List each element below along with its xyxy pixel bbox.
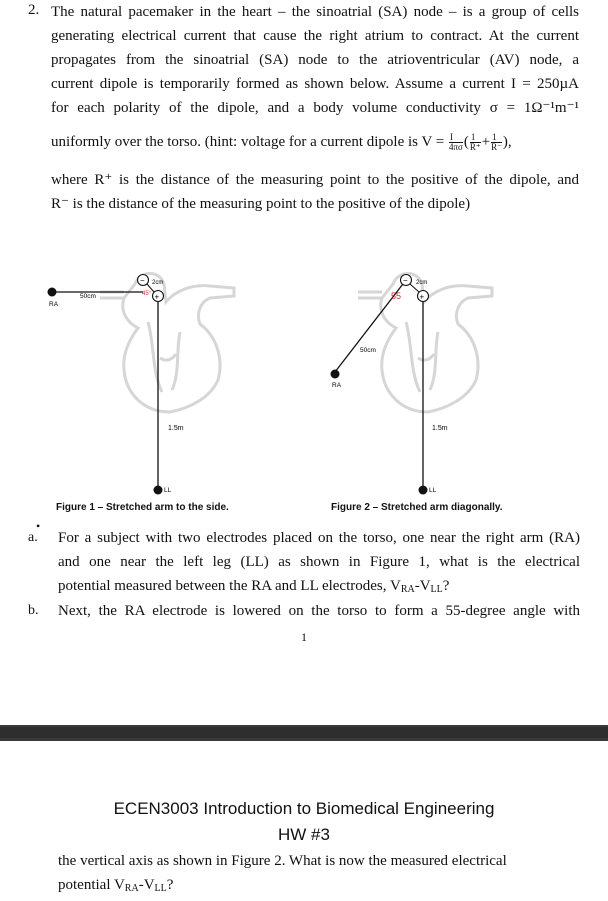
fig1-ra-label: RA — [49, 301, 59, 308]
ra-electrode — [48, 288, 57, 297]
svg-text:−: − — [403, 276, 408, 285]
hint-r2-fraction: $\frac{1}{R^-}$ — [491, 132, 502, 153]
fig2-ll-label: LL — [429, 487, 437, 494]
part-a-label: a. — [28, 530, 38, 545]
page-number: 1 — [301, 630, 307, 644]
part-b-cont-line: the vertical axis as shown in Figure 2. What is now the measured electrical — [58, 853, 507, 869]
fig2-angle: 55 — [391, 291, 402, 301]
fig2-arm-distance: 50cm — [360, 347, 376, 354]
fig1-ll-label: LL — [164, 487, 172, 494]
figure-2-caption: Figure 2 – Stretched arm diagonally. — [331, 502, 503, 513]
question-line: The natural pacemaker in the heart – the sinoatrial (SA) node – is a group of cells — [51, 4, 579, 20]
part-a-question: potential measured between the RA and LL electrodes, $V_{RA}-V_{LL}$? — [58, 578, 450, 595]
where-line: R⁻ is the distance of the measuring point to the positive of the dipole) — [51, 196, 471, 212]
fig1-angle: 45° — [142, 291, 152, 297]
svg-text:+: + — [419, 292, 425, 302]
ll-electrode — [154, 486, 163, 495]
svg-text:−: − — [140, 276, 145, 285]
ll-electrode — [419, 486, 428, 495]
figure-1-diagram — [40, 262, 260, 498]
part-a-line: For a subject with two electrodes placed on the torso, one near the right arm (RA) — [58, 530, 580, 546]
question-line: propagates from the sinoatrial (SA) node to the atrioventricular (AV) node, a — [51, 52, 579, 68]
where-line: where R⁺ is the distance of the measuring point to the positive of the dipole, and — [51, 172, 579, 188]
part-b-text — [58, 599, 580, 623]
question-text — [51, 0, 579, 120]
hint-plus: + — [481, 134, 491, 150]
fig1-arm-distance: 50cm — [80, 293, 96, 300]
fig2-dipole-distance: 2cm — [416, 280, 428, 286]
course-title: ECEN3003 Introduction to Biomedical Engineering — [113, 799, 495, 818]
part-b-line: Next, the RA electrode is lowered on the torso to form a 55-degree angle with — [58, 603, 580, 619]
question-number: 2. — [28, 2, 40, 18]
hint-r1-fraction: $\frac{1}{R^+}$ — [469, 132, 481, 153]
where-text — [51, 168, 579, 216]
page-2 — [0, 741, 608, 896]
hw-title: HW #3 — [278, 825, 330, 844]
question-line: generating electrical current that cause the right atrium to contract. At the current — [51, 28, 579, 44]
figure-2-diagram — [318, 262, 538, 498]
fig2-ra-label: RA — [332, 382, 342, 389]
part-b-cont-question: potential $V_{RA}-V_{LL}$? — [58, 877, 174, 894]
hint-fraction: $\frac{I}{4\pi\sigma}$ — [449, 132, 463, 153]
svg-text:+: + — [154, 292, 160, 302]
part-a-line: and one near the left leg (LL) as shown in Figure 1, what is the electrical — [58, 554, 580, 570]
fig1-vertical-distance: 1.5m — [168, 425, 184, 432]
bullet-dot: • — [36, 519, 41, 533]
hint-prefix: uniformly over the torso. (hint: voltage for a current dipole is V = — [51, 134, 448, 150]
fig1-dipole-distance: 2cm — [152, 280, 164, 286]
fig2-vertical-distance: 1.5m — [432, 425, 448, 432]
hint-paren: ( — [463, 134, 469, 150]
page-divider-inner — [0, 727, 608, 738]
heart-outline — [100, 274, 234, 413]
question-line: for each polarity of the dipole, and a body volume conductivity σ = 1Ω⁻¹m⁻¹ — [51, 100, 579, 116]
part-b-continued — [58, 849, 580, 897]
part-a-text — [58, 526, 580, 598]
hint-line — [51, 130, 579, 154]
figure-1-caption: Figure 1 – Stretched arm to the side. — [56, 502, 229, 513]
part-b-label: b. — [28, 603, 39, 618]
ra-electrode — [331, 370, 340, 379]
hint-suffix: ), — [502, 134, 512, 150]
question-line: current dipole is temporarily formed as shown below. Assume a current I = 250µA — [51, 76, 579, 92]
